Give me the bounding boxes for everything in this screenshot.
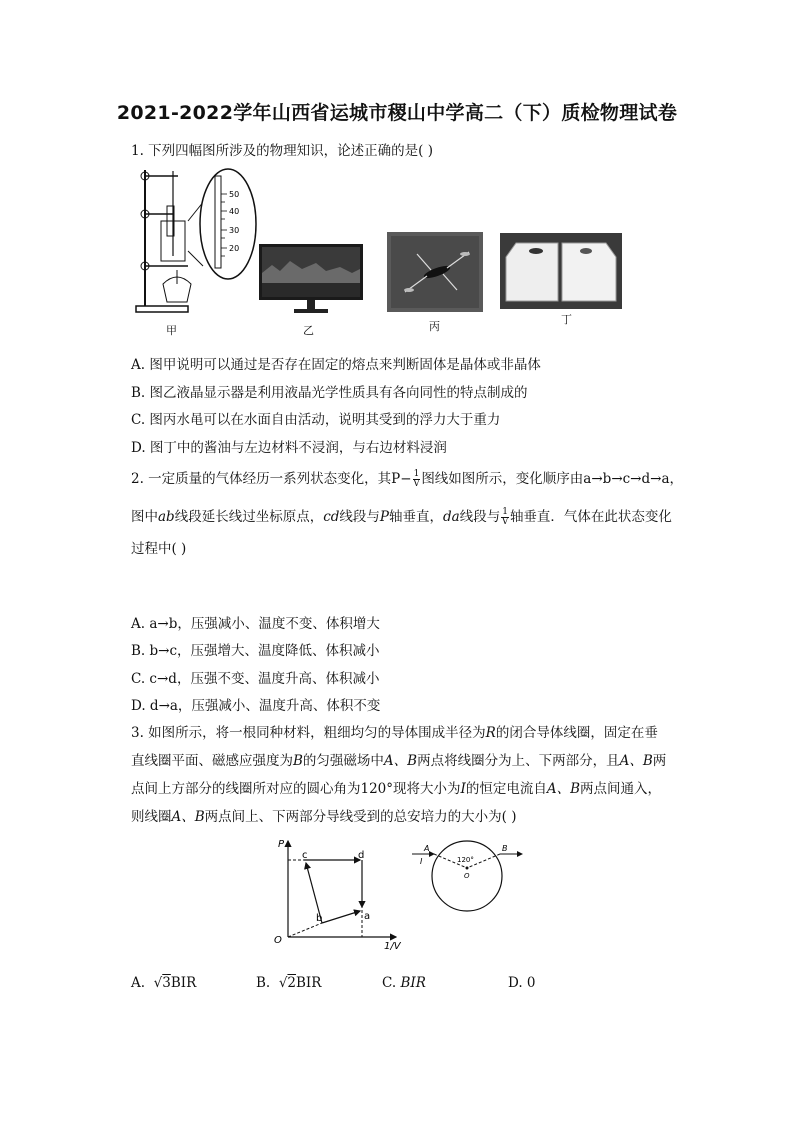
fraction-1-over-v: $\frac{1}{V}$ (413, 469, 420, 489)
center-O-label: O (464, 872, 470, 880)
x-axis-label: 1/V (384, 941, 401, 952)
point-A-label: A (424, 844, 430, 853)
q2-stem-a: 2. 一定质量的气体经历一系列状态变化，其P− (131, 471, 412, 487)
q1-option-d: D. 图丁中的酱油与左边材料不浸润，与右边材料浸润 (131, 440, 447, 456)
y-axis-label: P (278, 839, 285, 850)
caption-yi: 乙 (303, 324, 314, 337)
q3-stem-line3: 点间上方部分的线圈所对应的圆心角为120°现将大小为I的恒定电流自A、B两点间通入， (131, 781, 662, 797)
sqrt-icon: √ (153, 975, 163, 991)
point-B-label: B (502, 844, 508, 853)
q3-stem-line4: 则线圈A、B两点间上、下两部分导线受到的总安培力的大小为( ) (131, 809, 517, 825)
point-b-label: b (316, 913, 323, 924)
q3-option-a: A. √3BIR (131, 975, 197, 991)
q2-option-b: B. b→c，压强增大、温度降低、体积减小 (131, 643, 380, 659)
q1-stem: 1. 下列四幅图所涉及的物理知识，论述正确的是( ) (131, 143, 433, 159)
fig-yi-monitor (258, 243, 364, 315)
q3-stem-line2: 直线圈平面、磁感应强度为B的匀强磁场中A、B两点将线圈分为上、下两部分，且A、B两 (131, 753, 667, 769)
origin-label: O (274, 935, 282, 946)
p-inverse-v-graph (268, 835, 408, 953)
q3-option-c: C. BIR (382, 975, 426, 991)
caption-ding: 丁 (561, 313, 572, 326)
q2-option-a: A. a→b，压强减小、温度不变、体积增大 (131, 616, 380, 632)
point-c-label: c (302, 850, 308, 861)
fig-bing-water-strider (387, 232, 483, 312)
tick-40: 40 (229, 207, 240, 216)
fig-ding-blocks (500, 233, 622, 309)
fig-jia-apparatus (133, 166, 263, 316)
q2-stem-line1 (131, 467, 683, 489)
tick-50: 50 (229, 190, 240, 199)
q1-option-b: B. 图乙液晶显示器是利用液晶光学性质具有各向同性的特点制成的 (131, 385, 528, 401)
tick-20: 20 (229, 244, 240, 253)
current-I-label: I (420, 857, 423, 866)
fraction-1-over-v-2: $\frac{1}{V}$ (501, 507, 509, 527)
point-a-label: a (364, 911, 371, 922)
q2-option-d: D. d→a，压强减小、温度升高、体积不变 (131, 698, 381, 714)
angle-label: 120° (457, 856, 474, 864)
tick-30: 30 (229, 226, 240, 235)
q2-stem-b: 图线如图所示，变化顺序由a→b→c→d→a， (421, 471, 683, 487)
q2-stem-line2: 图中ab线段延长线过坐标原点，cd线段与P轴垂直，da线段与 $\frac{1}{V}$ 轴垂直．气体在此状态变化 (131, 507, 672, 527)
q1-option-c: C. 图丙水黾可以在水面自由活动，说明其受到的浮力大于重力 (131, 412, 501, 428)
q2-option-c: C. c→d，压强不变、温度升高、体积减小 (131, 671, 380, 687)
coil-circle-figure (412, 838, 532, 918)
point-d-label: d (358, 850, 365, 861)
q3-option-b: B. √2BIR (256, 975, 322, 991)
q1-option-a: A. 图甲说明可以通过是否存在固定的熔点来判断固体是晶体或非晶体 (131, 357, 541, 373)
page-title: 2021-2022学年山西省运城市稷山中学高二（下）质检物理试卷 (116, 102, 678, 124)
caption-jia: 甲 (166, 324, 177, 337)
sqrt-icon: √ (278, 975, 288, 991)
q3-stem-line1: 3. 如图所示，将一根同种材料，粗细均匀的导体围成半径为R的闭合导体线圈，固定在垂 (131, 725, 658, 741)
caption-bing: 丙 (429, 320, 440, 333)
q2-stem-line3: 过程中( ) (131, 541, 187, 557)
q3-option-d: D. 0 (508, 975, 536, 991)
